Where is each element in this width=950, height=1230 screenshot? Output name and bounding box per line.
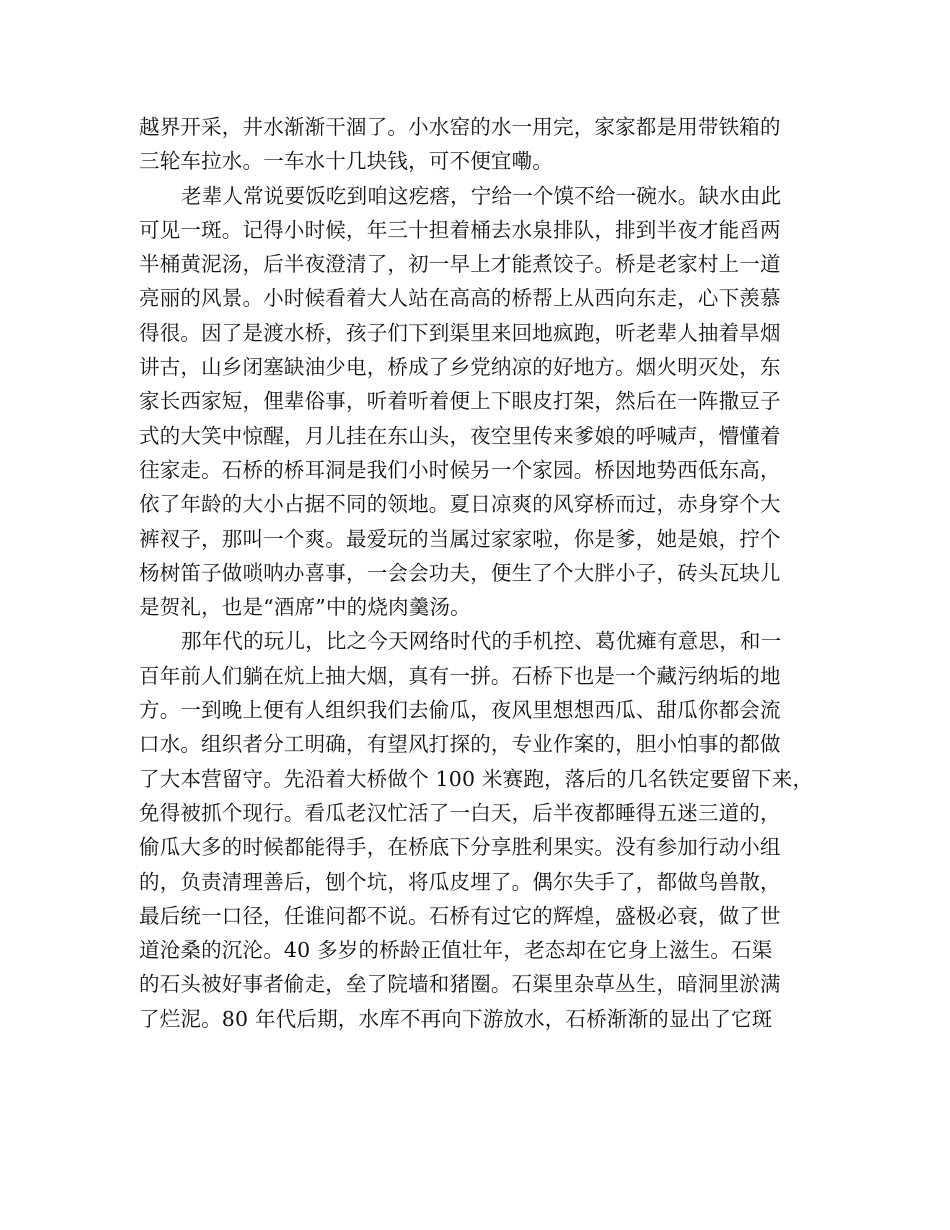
text-line: 家长西家短，俚辈俗事，听着听着便上下眼皮打架，然后在一阵撒豆子	[139, 389, 781, 414]
text-line: 得很。因了是渡水桥，孩子们下到渠里来回地疯跑，听老辈人抽着旱烟	[139, 320, 781, 345]
text-line: 免得被抓个现行。看瓜老汉忙活了一白天，后半夜都睡得五迷三道的，	[139, 800, 781, 825]
text-line: 的石头被好事者偷走，垒了院墙和猪圈。石渠里杂草丛生，暗洞里淤满	[139, 972, 781, 997]
text-line: 偷瓜大多的时候都能得手，在桥底下分享胜利果实。没有参加行动小组	[139, 835, 781, 860]
text-line: 了大本营留守。先沿着大桥做个 100 米赛跑，落后的几名铁定要留下来，	[139, 766, 814, 791]
text-line: 式的大笑中惊醒，月儿挂在东山头，夜空里传来爹娘的呼喊声，懵懂着	[139, 423, 781, 448]
text-line: 百年前人们躺在炕上抽大烟，真有一拼。石桥下也是一个藏污纳垢的地	[139, 663, 781, 688]
text-line: 最后统一口径，任谁问都不说。石桥有过它的辉煌，盛极必衰，做了世	[139, 903, 781, 928]
text-line: 了烂泥。80 年代后期，水库不再向下游放水，石桥渐渐的显出了它斑	[139, 1006, 773, 1031]
text-line: 讲古，山乡闭塞缺油少电，桥成了乡党纳凉的好地方。烟火明灭处，东	[139, 355, 781, 380]
paragraph	[139, 110, 819, 179]
text-line: 可见一斑。记得小时候，年三十担着桶去水泉排队，排到半夜才能舀两	[139, 217, 781, 242]
text-line: 三轮车拉水。一车水十几块钱，可不便宜嘞。	[139, 149, 553, 174]
text-line: 口水。组织者分工明确，有望风打探的，专业作案的，胆小怕事的都做	[139, 732, 781, 757]
paragraph	[139, 624, 819, 1036]
text-line: 道沧桑的沉沦。40 多岁的桥龄正值壮年，老态却在它身上滋生。石渠	[139, 938, 773, 963]
text-line: 方。一到晚上便有人组织我们去偷瓜，夜风里想想西瓜、甜瓜你都会流	[139, 698, 781, 723]
text-line: 越界开采，井水渐渐干涸了。小水窑的水一用完，家家都是用带铁箱的	[139, 115, 781, 139]
text-line: 亮丽的风景。小时候看着大人站在高高的桥帮上从西向东走，心下羡慕	[139, 286, 781, 311]
text-line: 是贺礼，也是“酒席”中的烧肉羹汤。	[139, 595, 471, 620]
paragraph	[139, 179, 819, 625]
text-line: 那年代的玩儿，比之今天网络时代的手机控、葛优瘫有意思，和一	[181, 629, 782, 654]
text-line: 半桶黄泥汤，后半夜澄清了，初一早上才能煮饺子。桥是老家村上一道	[139, 252, 781, 277]
text-line: 往家走。石桥的桥耳洞是我们小时候另一个家园。桥因地势西低东高，	[139, 457, 781, 482]
document-body	[139, 110, 819, 1036]
text-line: 依了年龄的大小占据不同的领地。夏日凉爽的风穿桥而过，赤身穿个大	[139, 492, 781, 517]
text-line: 的，负责清理善后，刨个坑，将瓜皮埋了。偶尔失手了，都做鸟兽散，	[139, 869, 781, 894]
text-line: 杨树笛子做唢呐办喜事，一会会功夫，便生了个大胖小子，砖头瓦块儿	[139, 560, 781, 585]
text-line: 老辈人常说要饭吃到咱这疙瘩，宁给一个馍不给一碗水。缺水由此	[181, 183, 782, 208]
text-line: 裤衩子，那叫一个爽。最爱玩的当属过家家啦，你是爹，她是娘，拧个	[139, 526, 781, 551]
